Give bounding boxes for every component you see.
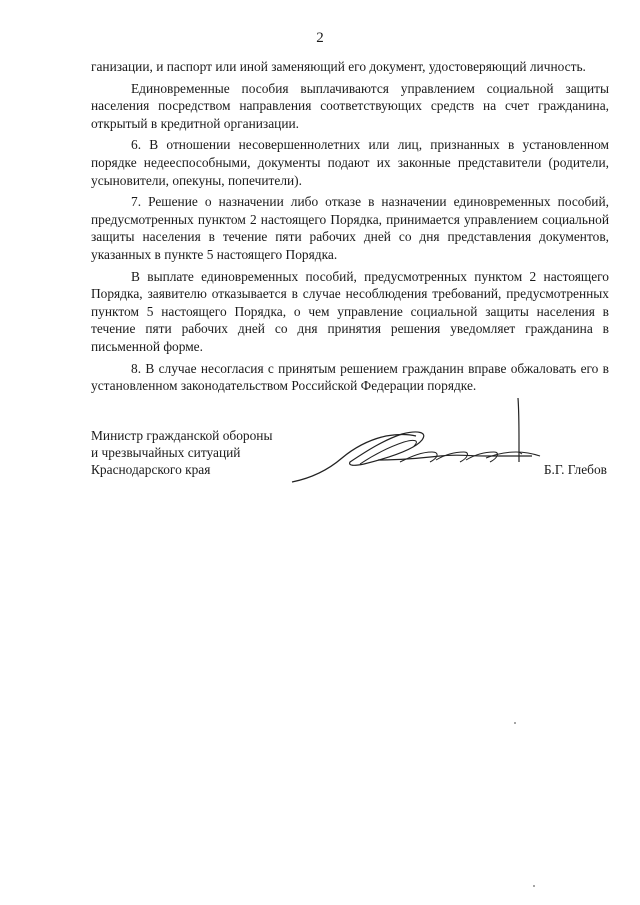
paragraph-item-8: 8. В случае несогласия с принятым решением гражданин вправе обжаловать его в установленном законодательством Российской Федерации порядке. [91, 360, 609, 394]
signer-title [91, 427, 321, 479]
document-body [91, 58, 609, 399]
signer-title-line: Краснодарского края [91, 462, 211, 478]
scan-speck [533, 885, 535, 887]
paragraph-continuation: ганизации, и паспорт или иной заменяющий его документ, удостоверяющий личность. [91, 59, 586, 74]
paragraph-item-7: 7. Решение о назначении либо отказе в назначении единовременных пособий, предусмотренных пунктом 2 настоящего Порядка, принимается управлением социальной защиты населения в течение пяти рабочих дней со дня представления документов, указанных в пункте 5 настоящего Порядка. [91, 194, 609, 262]
paragraph-item-6: 6. В отношении несовершеннолетних или лиц, признанных в установленном порядке недееспособными, документы подают их законные представители (родители, усыновители, опекуны, попечители). [91, 137, 609, 188]
signature-block [91, 427, 609, 487]
signer-name: Б.Г. Глебов [543, 462, 607, 477]
page-number: 2 [316, 30, 324, 46]
paragraph-refusal: В выплате единовременных пособий, предусмотренных пунктом 2 настоящего Порядка, заявителю отказывается в случае несоблюдения требований, предусмотренных пунктом 5 настоящего Порядка, о чем управление социальной защиты населения в течение пяти рабочих дней со дня принятия решения уведомляет гражданина в письменной форме. [91, 268, 609, 354]
signer-title-line: Министр гражданской обороны [91, 428, 273, 443]
paragraph-payment: Единовременные пособия выплачиваются управлением социальной защиты населения посредством направления соответствующих средств на счет гражданина, открытый в кредитной организации. [91, 80, 609, 131]
signer-title-line: и чрезвычайных ситуаций [91, 445, 241, 461]
scan-speck [514, 722, 516, 724]
